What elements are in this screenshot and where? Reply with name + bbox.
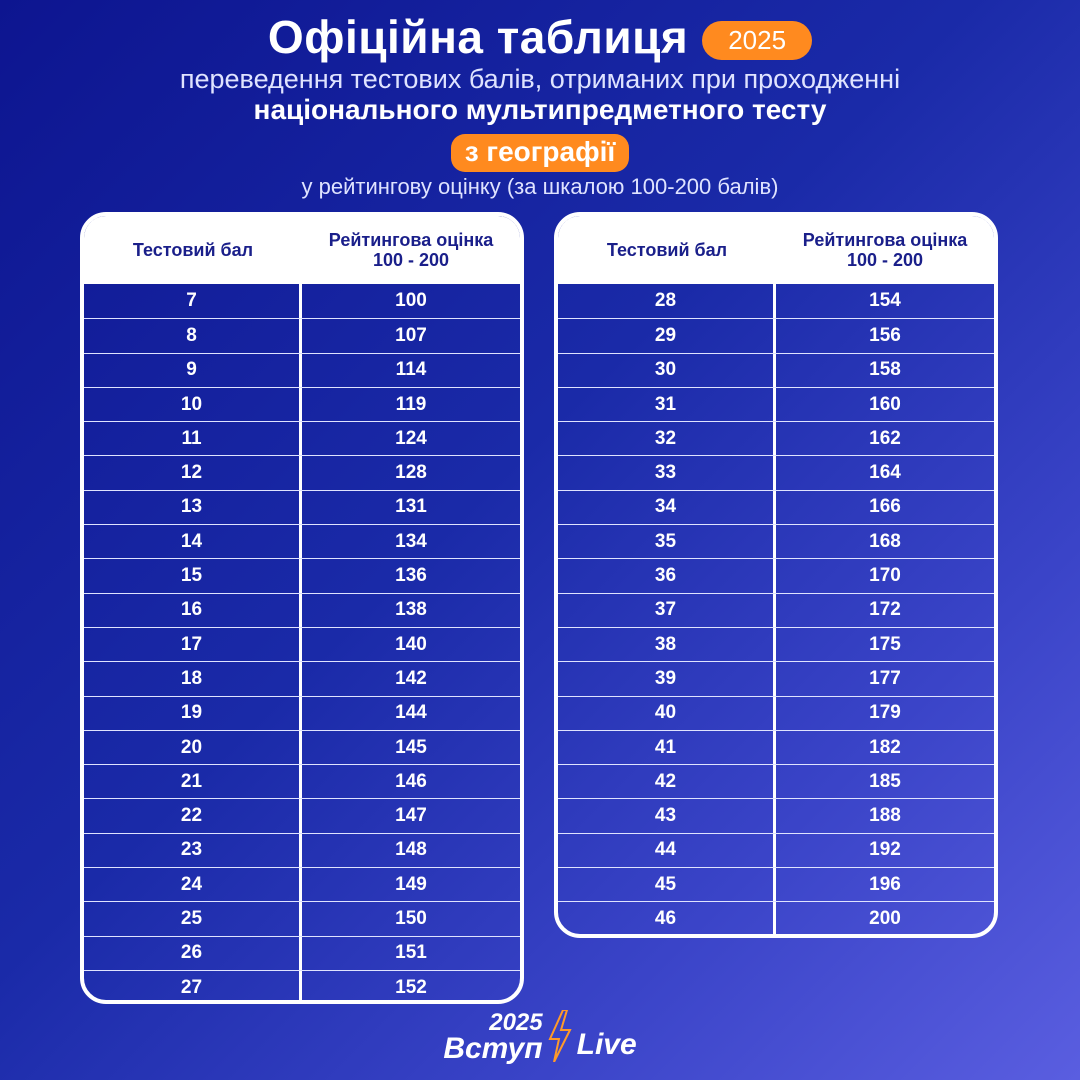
test-score-cell: 13 [84, 491, 302, 524]
test-score-cell: 20 [84, 731, 302, 764]
column-header-rating [776, 216, 994, 284]
table-left [80, 212, 524, 1004]
test-score-cell: 35 [558, 525, 776, 558]
table-row [84, 696, 520, 730]
table-row [84, 730, 520, 764]
logo-left [443, 1009, 543, 1065]
subject-wrap [0, 134, 1080, 172]
test-score-cell: 30 [558, 354, 776, 387]
table-row [558, 593, 994, 627]
table-row [84, 936, 520, 970]
table-row [84, 558, 520, 592]
test-score-cell: 39 [558, 662, 776, 695]
test-score-cell: 36 [558, 559, 776, 592]
rating-cell: 156 [869, 324, 901, 346]
table-row [558, 387, 994, 421]
table-row [558, 421, 994, 455]
rating-cell: 166 [869, 496, 901, 518]
test-score-cell: 23 [84, 834, 302, 867]
vstup-live-logo [0, 1009, 1080, 1065]
test-score-cell: 37 [558, 594, 776, 627]
test-score-cell: 7 [84, 284, 302, 318]
rating-cell: 138 [395, 599, 427, 621]
table-header [84, 216, 520, 284]
rating-cell: 192 [869, 839, 901, 861]
table-row [558, 730, 994, 764]
rating-cell: 160 [869, 393, 901, 415]
test-score-cell: 26 [84, 937, 302, 970]
table-row [558, 833, 994, 867]
table-row [558, 524, 994, 558]
rating-cell: 196 [869, 873, 901, 895]
rating-cell: 179 [869, 702, 901, 724]
rating-cell: 152 [395, 976, 427, 998]
table-row [84, 318, 520, 352]
rating-cell: 148 [395, 839, 427, 861]
rating-cell: 177 [869, 667, 901, 689]
test-score-cell: 46 [558, 902, 776, 935]
rating-cell: 175 [869, 633, 901, 655]
table-row [84, 455, 520, 489]
test-score-cell: 31 [558, 388, 776, 421]
subtitle-line-2: національного мультипредметного тесту [253, 94, 827, 125]
rating-cell: 114 [395, 359, 427, 381]
column-header-rating-label: Рейтингова оцінка [802, 230, 968, 250]
rating-cell: 124 [395, 427, 427, 449]
table-row [84, 798, 520, 832]
column-header-rating-label: Рейтингова оцінка [328, 230, 494, 250]
rating-cell: 172 [869, 599, 901, 621]
table-row [84, 387, 520, 421]
rating-cell: 168 [869, 530, 901, 552]
table-row [558, 696, 994, 730]
test-score-cell: 24 [84, 868, 302, 901]
test-score-cell: 40 [558, 697, 776, 730]
test-score-cell: 14 [84, 525, 302, 558]
table-row [84, 970, 520, 1004]
table-row [558, 764, 994, 798]
logo-word-live: Live [576, 1028, 637, 1061]
column-header-test-score: Тестовий бал [606, 240, 728, 260]
table-row [558, 867, 994, 901]
rating-cell: 146 [395, 770, 427, 792]
table-row [558, 661, 994, 695]
test-score-cell: 27 [84, 971, 302, 1004]
page-title: Офіційна таблиця [267, 11, 689, 63]
lightning-bolt-icon [547, 1010, 573, 1062]
rating-cell: 188 [869, 805, 901, 827]
rating-cell: 147 [395, 805, 427, 827]
test-score-cell: 19 [84, 697, 302, 730]
test-score-cell: 43 [558, 799, 776, 832]
column-header-rating-scale: 100 - 200 [846, 250, 924, 270]
test-score-cell: 38 [558, 628, 776, 661]
rating-cell: 145 [395, 736, 427, 758]
table-row [84, 901, 520, 935]
rating-cell: 142 [395, 667, 427, 689]
rating-cell: 100 [395, 290, 427, 312]
rating-cell: 200 [869, 907, 901, 929]
test-score-cell: 17 [84, 628, 302, 661]
table-row [84, 627, 520, 661]
title-row [0, 10, 1080, 64]
test-score-cell: 45 [558, 868, 776, 901]
table-row [558, 455, 994, 489]
table-body [558, 284, 994, 936]
subtitle-line-1: переведення тестових балів, отриманих при проходженні [179, 64, 901, 94]
table-right [554, 212, 998, 938]
column-header-rating [302, 216, 520, 284]
logo-year: 2025 [489, 1009, 543, 1036]
test-score-cell: 44 [558, 834, 776, 867]
table-row [84, 764, 520, 798]
table-row [558, 627, 994, 661]
table-row [558, 318, 994, 352]
table-row [558, 901, 994, 935]
test-score-cell: 34 [558, 491, 776, 524]
year-badge: 2025 [702, 21, 812, 60]
table-row [558, 353, 994, 387]
rating-cell: 150 [395, 907, 427, 929]
test-score-cell: 16 [84, 594, 302, 627]
test-score-cell: 11 [84, 422, 302, 455]
logo-word-vstup: Вступ [443, 1032, 543, 1065]
subject-badge: з географії [451, 134, 630, 172]
test-score-cell: 22 [84, 799, 302, 832]
rating-cell: 119 [395, 393, 427, 415]
table-row [84, 593, 520, 627]
table-row [84, 524, 520, 558]
rating-cell: 182 [869, 736, 901, 758]
rating-cell: 149 [395, 873, 427, 895]
test-score-cell: 18 [84, 662, 302, 695]
table-header [558, 216, 994, 284]
column-header-rating-scale: 100 - 200 [372, 250, 450, 270]
rating-cell: 131 [395, 496, 427, 518]
rating-cell: 162 [869, 427, 901, 449]
table-row [84, 661, 520, 695]
test-score-cell: 42 [558, 765, 776, 798]
table-body [84, 284, 520, 1004]
rating-cell: 144 [395, 702, 427, 724]
column-header-test-score: Тестовий бал [132, 240, 254, 260]
table-row [84, 353, 520, 387]
rating-cell: 128 [395, 462, 427, 484]
table-row [558, 490, 994, 524]
rating-cell: 185 [869, 770, 901, 792]
test-score-cell: 8 [84, 319, 302, 352]
rating-cell: 136 [395, 565, 427, 587]
table-row [84, 490, 520, 524]
test-score-cell: 41 [558, 731, 776, 764]
test-score-cell: 10 [84, 388, 302, 421]
test-score-cell: 9 [84, 354, 302, 387]
rating-cell: 170 [869, 565, 901, 587]
table-row [558, 558, 994, 592]
test-score-cell: 28 [558, 284, 776, 318]
rating-cell: 140 [395, 633, 427, 655]
table-row [84, 833, 520, 867]
rating-cell: 151 [395, 942, 427, 964]
rating-cell: 158 [869, 359, 901, 381]
test-score-cell: 21 [84, 765, 302, 798]
table-row [84, 421, 520, 455]
test-score-cell: 33 [558, 456, 776, 489]
rating-cell: 154 [869, 290, 901, 312]
rating-cell: 107 [395, 324, 427, 346]
subtitle-line-3: у рейтингову оцінку (за шкалою 100-200 балів) [301, 174, 779, 199]
test-score-cell: 15 [84, 559, 302, 592]
table-row [558, 798, 994, 832]
rating-cell: 164 [869, 462, 901, 484]
test-score-cell: 12 [84, 456, 302, 489]
table-row [84, 284, 520, 318]
test-score-cell: 29 [558, 319, 776, 352]
test-score-cell: 25 [84, 902, 302, 935]
table-row [84, 867, 520, 901]
test-score-cell: 32 [558, 422, 776, 455]
table-row [558, 284, 994, 318]
rating-cell: 134 [395, 530, 427, 552]
